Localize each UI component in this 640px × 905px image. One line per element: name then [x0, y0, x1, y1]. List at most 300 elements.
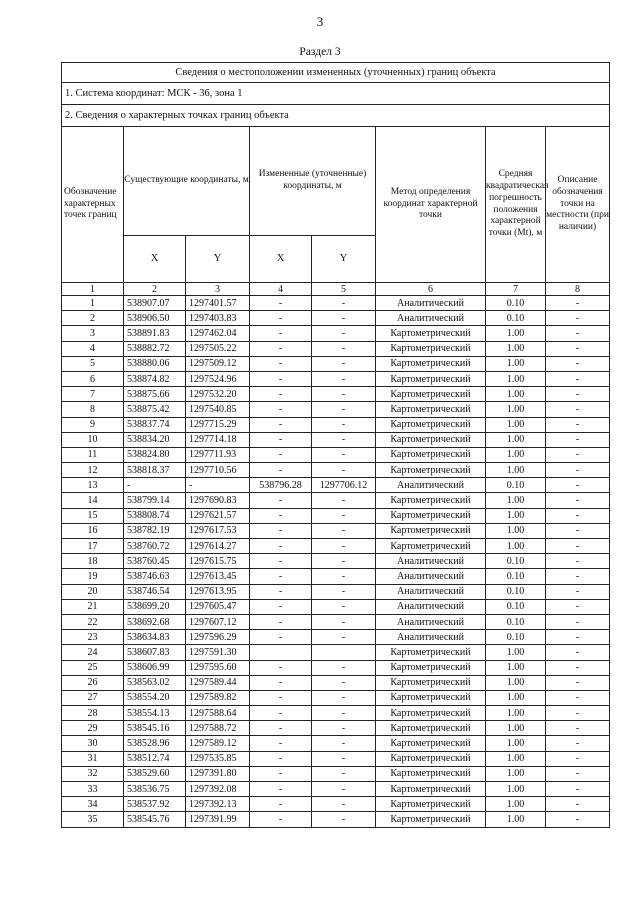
method-cell: Картометрический — [376, 721, 486, 736]
method-cell: Аналитический — [376, 554, 486, 569]
method-cell: Картометрический — [376, 356, 486, 371]
table-row — [62, 812, 610, 827]
changed-x-cell: - — [250, 493, 312, 508]
existing-x-cell: 538834.20 — [124, 432, 186, 447]
accuracy-cell: 1.00 — [486, 645, 546, 660]
point-number-cell: 30 — [62, 736, 124, 751]
changed-y-cell: - — [312, 675, 376, 690]
changed-x-cell: - — [250, 539, 312, 554]
accuracy-cell: 0.10 — [486, 478, 546, 493]
accuracy-cell: 0.10 — [486, 569, 546, 584]
point-number-cell: 18 — [62, 554, 124, 569]
method-cell: Картометрический — [376, 690, 486, 705]
changed-x-cell: - — [250, 356, 312, 371]
accuracy-cell: 1.00 — [486, 417, 546, 432]
method-cell: Картометрический — [376, 508, 486, 523]
table-row — [62, 311, 610, 326]
column-number: 1 — [62, 283, 124, 296]
method-cell: Картометрический — [376, 675, 486, 690]
existing-y-cell: - — [186, 478, 250, 493]
point-number-cell: 16 — [62, 523, 124, 538]
table-row — [62, 417, 610, 432]
changed-x-cell: - — [250, 296, 312, 311]
accuracy-cell: 1.00 — [486, 782, 546, 797]
existing-y-cell: 1297589.44 — [186, 675, 250, 690]
existing-y-cell: 1297596.29 — [186, 630, 250, 645]
changed-y-cell: - — [312, 736, 376, 751]
existing-y-cell: 1297535.85 — [186, 751, 250, 766]
table-row — [62, 387, 610, 402]
point-number-cell: 17 — [62, 539, 124, 554]
accuracy-cell: 1.00 — [486, 660, 546, 675]
method-cell: Картометрический — [376, 402, 486, 417]
description-cell: - — [546, 812, 610, 827]
existing-x-cell: 538606.99 — [124, 660, 186, 675]
accuracy-cell: 1.00 — [486, 387, 546, 402]
point-number-cell: 32 — [62, 766, 124, 781]
accuracy-cell: 1.00 — [486, 326, 546, 341]
page-number: 3 — [316, 14, 324, 29]
accuracy-cell: 0.10 — [486, 599, 546, 614]
table-title: Сведения о местоположении измененных (уточненных) границ объекта — [62, 63, 610, 83]
changed-y-cell: - — [312, 311, 376, 326]
point-number-cell: 21 — [62, 599, 124, 614]
point-number-cell: 3 — [62, 326, 124, 341]
method-cell: Картометрический — [376, 417, 486, 432]
description-cell: - — [546, 645, 610, 660]
method-cell: Картометрический — [376, 447, 486, 462]
existing-x-cell: 538808.74 — [124, 508, 186, 523]
point-number-cell: 7 — [62, 387, 124, 402]
changed-x-cell: - — [250, 721, 312, 736]
existing-x-cell: 538554.20 — [124, 690, 186, 705]
method-cell: Аналитический — [376, 630, 486, 645]
changed-x-cell: - — [250, 387, 312, 402]
points-heading: 2. Сведения о характерных точках границ объекта — [62, 105, 610, 127]
existing-y-cell: 1297532.20 — [186, 387, 250, 402]
changed-x-cell: - — [250, 782, 312, 797]
existing-y-cell: 1297509.12 — [186, 356, 250, 371]
table-row — [62, 630, 610, 645]
boundary-points-table — [61, 62, 610, 828]
description-cell: - — [546, 614, 610, 629]
point-number-cell: 10 — [62, 432, 124, 447]
changed-x-cell: - — [250, 690, 312, 705]
description-cell: - — [546, 736, 610, 751]
changed-y-cell: - — [312, 614, 376, 629]
point-number-cell: 15 — [62, 508, 124, 523]
existing-x-cell: 538760.45 — [124, 554, 186, 569]
existing-y-cell: 1297589.12 — [186, 736, 250, 751]
changed-x-cell: - — [250, 463, 312, 478]
accuracy-cell: 1.00 — [486, 797, 546, 812]
description-cell: - — [546, 493, 610, 508]
table-row — [62, 356, 610, 371]
table-row — [62, 690, 610, 705]
table-row — [62, 447, 610, 462]
existing-y-cell: 1297391.99 — [186, 812, 250, 827]
changed-y-cell: - — [312, 539, 376, 554]
description-cell: - — [546, 417, 610, 432]
changed-y-cell: - — [312, 721, 376, 736]
column-number: 2 — [124, 283, 186, 296]
accuracy-cell: 1.00 — [486, 402, 546, 417]
changed-y-cell: - — [312, 296, 376, 311]
changed-x-cell: 538796.28 — [250, 478, 312, 493]
existing-y-cell: 1297714.18 — [186, 432, 250, 447]
existing-y-cell: 1297588.64 — [186, 706, 250, 721]
description-cell: - — [546, 326, 610, 341]
existing-x-cell: 538782.19 — [124, 523, 186, 538]
changed-y-cell: 1297706.12 — [312, 478, 376, 493]
column-number: 7 — [486, 283, 546, 296]
column-number: 5 — [312, 283, 376, 296]
point-number-cell: 31 — [62, 751, 124, 766]
existing-x-cell: 538880.06 — [124, 356, 186, 371]
section-label: Раздел 3 — [299, 46, 341, 58]
method-cell: Картометрический — [376, 523, 486, 538]
table-row — [62, 508, 610, 523]
point-number-cell: 13 — [62, 478, 124, 493]
description-cell: - — [546, 539, 610, 554]
table-row — [62, 326, 610, 341]
existing-x-cell: 538891.83 — [124, 326, 186, 341]
method-cell: Картометрический — [376, 797, 486, 812]
table-row — [62, 554, 610, 569]
description-cell: - — [546, 630, 610, 645]
table-row — [62, 706, 610, 721]
changed-x-cell: - — [250, 751, 312, 766]
coordinate-system: 1. Система координат: МСК - 36, зона 1 — [62, 83, 610, 105]
accuracy-cell: 1.00 — [486, 523, 546, 538]
changed-x-cell: - — [250, 523, 312, 538]
existing-x-cell: 538746.63 — [124, 569, 186, 584]
existing-y-cell: 1297605.47 — [186, 599, 250, 614]
accuracy-cell: 1.00 — [486, 706, 546, 721]
point-number-cell: 34 — [62, 797, 124, 812]
description-cell: - — [546, 387, 610, 402]
changed-y-cell: - — [312, 432, 376, 447]
changed-x-cell: - — [250, 371, 312, 386]
table-row — [62, 523, 610, 538]
description-cell: - — [546, 296, 610, 311]
existing-x-cell: 538760.72 — [124, 539, 186, 554]
table-row — [62, 614, 610, 629]
header-existing-coords: Существующие координаты, м — [124, 127, 250, 236]
table-row — [62, 584, 610, 599]
existing-x-cell: 538529.60 — [124, 766, 186, 781]
method-cell: Картометрический — [376, 751, 486, 766]
changed-y-cell: - — [312, 387, 376, 402]
method-cell: Картометрический — [376, 782, 486, 797]
header-accuracy: Средняя квадратическая погрешность положения характерной точки (Mt), м — [486, 127, 546, 283]
changed-y-cell: - — [312, 371, 376, 386]
accuracy-cell: 1.00 — [486, 356, 546, 371]
method-cell: Аналитический — [376, 311, 486, 326]
method-cell: Аналитический — [376, 614, 486, 629]
description-cell: - — [546, 356, 610, 371]
changed-y-cell: - — [312, 569, 376, 584]
method-cell: Аналитический — [376, 569, 486, 584]
header-changed-x: X — [250, 236, 312, 283]
existing-y-cell: 1297589.82 — [186, 690, 250, 705]
header-existing-x: X — [124, 236, 186, 283]
existing-y-cell: 1297505.22 — [186, 341, 250, 356]
accuracy-cell: 1.00 — [486, 447, 546, 462]
existing-x-cell: 538882.72 — [124, 341, 186, 356]
header-changed-y: Y — [312, 236, 376, 283]
method-cell: Картометрический — [376, 706, 486, 721]
column-number: 8 — [546, 283, 610, 296]
changed-y-cell: - — [312, 356, 376, 371]
changed-x-cell: - — [250, 341, 312, 356]
table-row — [62, 569, 610, 584]
accuracy-cell: 1.00 — [486, 751, 546, 766]
existing-y-cell: 1297690.83 — [186, 493, 250, 508]
table-row — [62, 751, 610, 766]
changed-y-cell: - — [312, 630, 376, 645]
description-cell: - — [546, 599, 610, 614]
table-row — [62, 371, 610, 386]
description-cell: - — [546, 690, 610, 705]
table-row — [62, 296, 610, 311]
existing-x-cell: 538634.83 — [124, 630, 186, 645]
point-number-cell: 2 — [62, 311, 124, 326]
table-row — [62, 645, 610, 660]
existing-y-cell: 1297715.29 — [186, 417, 250, 432]
table-row — [62, 539, 610, 554]
existing-y-cell: 1297711.93 — [186, 447, 250, 462]
accuracy-cell: 0.10 — [486, 584, 546, 599]
existing-x-cell: 538837.74 — [124, 417, 186, 432]
existing-y-cell: 1297401.57 — [186, 296, 250, 311]
changed-y-cell: - — [312, 554, 376, 569]
method-cell: Картометрический — [376, 660, 486, 675]
accuracy-cell: 1.00 — [486, 463, 546, 478]
point-number-cell: 27 — [62, 690, 124, 705]
point-number-cell: 19 — [62, 569, 124, 584]
existing-y-cell: 1297595.60 — [186, 660, 250, 675]
existing-x-cell: 538875.66 — [124, 387, 186, 402]
point-number-cell: 6 — [62, 371, 124, 386]
point-number-cell: 24 — [62, 645, 124, 660]
changed-x-cell: - — [250, 660, 312, 675]
changed-y-cell: - — [312, 797, 376, 812]
existing-x-cell: 538545.16 — [124, 721, 186, 736]
changed-y-cell — [312, 645, 376, 660]
changed-x-cell: - — [250, 614, 312, 629]
existing-x-cell: 538875.42 — [124, 402, 186, 417]
table-row — [62, 599, 610, 614]
table-row — [62, 782, 610, 797]
method-cell: Картометрический — [376, 371, 486, 386]
table-row — [62, 675, 610, 690]
description-cell: - — [546, 447, 610, 462]
accuracy-cell: 0.10 — [486, 311, 546, 326]
description-cell: - — [546, 569, 610, 584]
point-number-cell: 33 — [62, 782, 124, 797]
changed-y-cell: - — [312, 463, 376, 478]
accuracy-cell: 1.00 — [486, 341, 546, 356]
existing-y-cell: 1297607.12 — [186, 614, 250, 629]
header-existing-y: Y — [186, 236, 250, 283]
changed-y-cell: - — [312, 706, 376, 721]
point-number-cell: 28 — [62, 706, 124, 721]
existing-x-cell: 538563.02 — [124, 675, 186, 690]
existing-y-cell: 1297614.27 — [186, 539, 250, 554]
header-description: Описание обозначения точки на местности (при наличии) — [546, 127, 610, 283]
changed-x-cell: - — [250, 417, 312, 432]
description-cell: - — [546, 463, 610, 478]
table-row — [62, 478, 610, 493]
description-cell: - — [546, 751, 610, 766]
changed-y-cell: - — [312, 690, 376, 705]
changed-y-cell: - — [312, 782, 376, 797]
table-row — [62, 463, 610, 478]
table-row — [62, 721, 610, 736]
accuracy-cell: 1.00 — [486, 539, 546, 554]
existing-x-cell: 538799.14 — [124, 493, 186, 508]
existing-y-cell: 1297617.53 — [186, 523, 250, 538]
existing-x-cell: 538699.20 — [124, 599, 186, 614]
changed-x-cell: - — [250, 326, 312, 341]
point-number-cell: 14 — [62, 493, 124, 508]
existing-y-cell: 1297613.45 — [186, 569, 250, 584]
description-cell: - — [546, 706, 610, 721]
existing-x-cell: 538692.68 — [124, 614, 186, 629]
point-number-cell: 5 — [62, 356, 124, 371]
existing-x-cell: 538537.92 — [124, 797, 186, 812]
changed-y-cell: - — [312, 660, 376, 675]
point-number-cell: 9 — [62, 417, 124, 432]
existing-x-cell: 538874.82 — [124, 371, 186, 386]
description-cell: - — [546, 402, 610, 417]
table-row — [62, 432, 610, 447]
header-method: Метод определения координат характерной точки — [376, 127, 486, 283]
changed-x-cell: - — [250, 766, 312, 781]
accuracy-cell: 0.10 — [486, 630, 546, 645]
existing-x-cell: 538607.83 — [124, 645, 186, 660]
existing-y-cell: 1297615.75 — [186, 554, 250, 569]
accuracy-cell: 1.00 — [486, 508, 546, 523]
changed-y-cell: - — [312, 326, 376, 341]
method-cell: Аналитический — [376, 296, 486, 311]
table-body — [62, 296, 610, 828]
point-number-cell: 23 — [62, 630, 124, 645]
existing-y-cell: 1297524.96 — [186, 371, 250, 386]
method-cell: Картометрический — [376, 736, 486, 751]
changed-y-cell: - — [312, 447, 376, 462]
changed-x-cell — [250, 645, 312, 660]
existing-x-cell: 538824.80 — [124, 447, 186, 462]
existing-x-cell: 538512.74 — [124, 751, 186, 766]
method-cell: Картометрический — [376, 766, 486, 781]
description-cell: - — [546, 766, 610, 781]
point-number-cell: 22 — [62, 614, 124, 629]
table-row — [62, 402, 610, 417]
existing-y-cell: 1297613.95 — [186, 584, 250, 599]
accuracy-cell: 1.00 — [486, 721, 546, 736]
changed-y-cell: - — [312, 493, 376, 508]
existing-y-cell: 1297391.80 — [186, 766, 250, 781]
existing-y-cell: 1297392.13 — [186, 797, 250, 812]
changed-y-cell: - — [312, 341, 376, 356]
changed-y-cell: - — [312, 417, 376, 432]
point-number-cell: 25 — [62, 660, 124, 675]
accuracy-cell: 1.00 — [486, 812, 546, 827]
accuracy-cell: 1.00 — [486, 675, 546, 690]
description-cell: - — [546, 523, 610, 538]
point-number-cell: 26 — [62, 675, 124, 690]
accuracy-cell: 0.10 — [486, 614, 546, 629]
method-cell: Картометрический — [376, 539, 486, 554]
accuracy-cell: 1.00 — [486, 432, 546, 447]
changed-x-cell: - — [250, 508, 312, 523]
column-number: 3 — [186, 283, 250, 296]
changed-x-cell: - — [250, 736, 312, 751]
column-number: 6 — [376, 283, 486, 296]
existing-y-cell: 1297621.57 — [186, 508, 250, 523]
header-changed-coords: Измененные (уточненные) координаты, м — [250, 127, 376, 236]
existing-y-cell: 1297591.30 — [186, 645, 250, 660]
changed-y-cell: - — [312, 523, 376, 538]
description-cell: - — [546, 508, 610, 523]
table-row — [62, 493, 610, 508]
changed-x-cell: - — [250, 432, 312, 447]
changed-x-cell: - — [250, 402, 312, 417]
changed-x-cell: - — [250, 797, 312, 812]
method-cell: Картометрический — [376, 432, 486, 447]
existing-y-cell: 1297392.08 — [186, 782, 250, 797]
changed-x-cell: - — [250, 675, 312, 690]
description-cell: - — [546, 797, 610, 812]
point-number-cell: 4 — [62, 341, 124, 356]
description-cell: - — [546, 675, 610, 690]
changed-y-cell: - — [312, 508, 376, 523]
changed-y-cell: - — [312, 751, 376, 766]
changed-y-cell: - — [312, 812, 376, 827]
changed-x-cell: - — [250, 584, 312, 599]
method-cell: Картометрический — [376, 645, 486, 660]
method-cell: Картометрический — [376, 387, 486, 402]
method-cell: Аналитический — [376, 599, 486, 614]
description-cell: - — [546, 432, 610, 447]
changed-x-cell: - — [250, 706, 312, 721]
method-cell: Картометрический — [376, 326, 486, 341]
changed-x-cell: - — [250, 447, 312, 462]
point-number-cell: 35 — [62, 812, 124, 827]
table-row — [62, 341, 610, 356]
column-number-row — [62, 283, 610, 296]
existing-x-cell: 538746.54 — [124, 584, 186, 599]
existing-x-cell: 538907.07 — [124, 296, 186, 311]
point-number-cell: 20 — [62, 584, 124, 599]
description-cell: - — [546, 341, 610, 356]
existing-x-cell: - — [124, 478, 186, 493]
existing-x-cell: 538554.13 — [124, 706, 186, 721]
column-number: 4 — [250, 283, 312, 296]
accuracy-cell: 0.10 — [486, 296, 546, 311]
description-cell: - — [546, 371, 610, 386]
accuracy-cell: 1.00 — [486, 371, 546, 386]
point-number-cell: 11 — [62, 447, 124, 462]
changed-x-cell: - — [250, 812, 312, 827]
existing-y-cell: 1297462.04 — [186, 326, 250, 341]
changed-x-cell: - — [250, 599, 312, 614]
method-cell: Картометрический — [376, 812, 486, 827]
changed-y-cell: - — [312, 584, 376, 599]
description-cell: - — [546, 554, 610, 569]
